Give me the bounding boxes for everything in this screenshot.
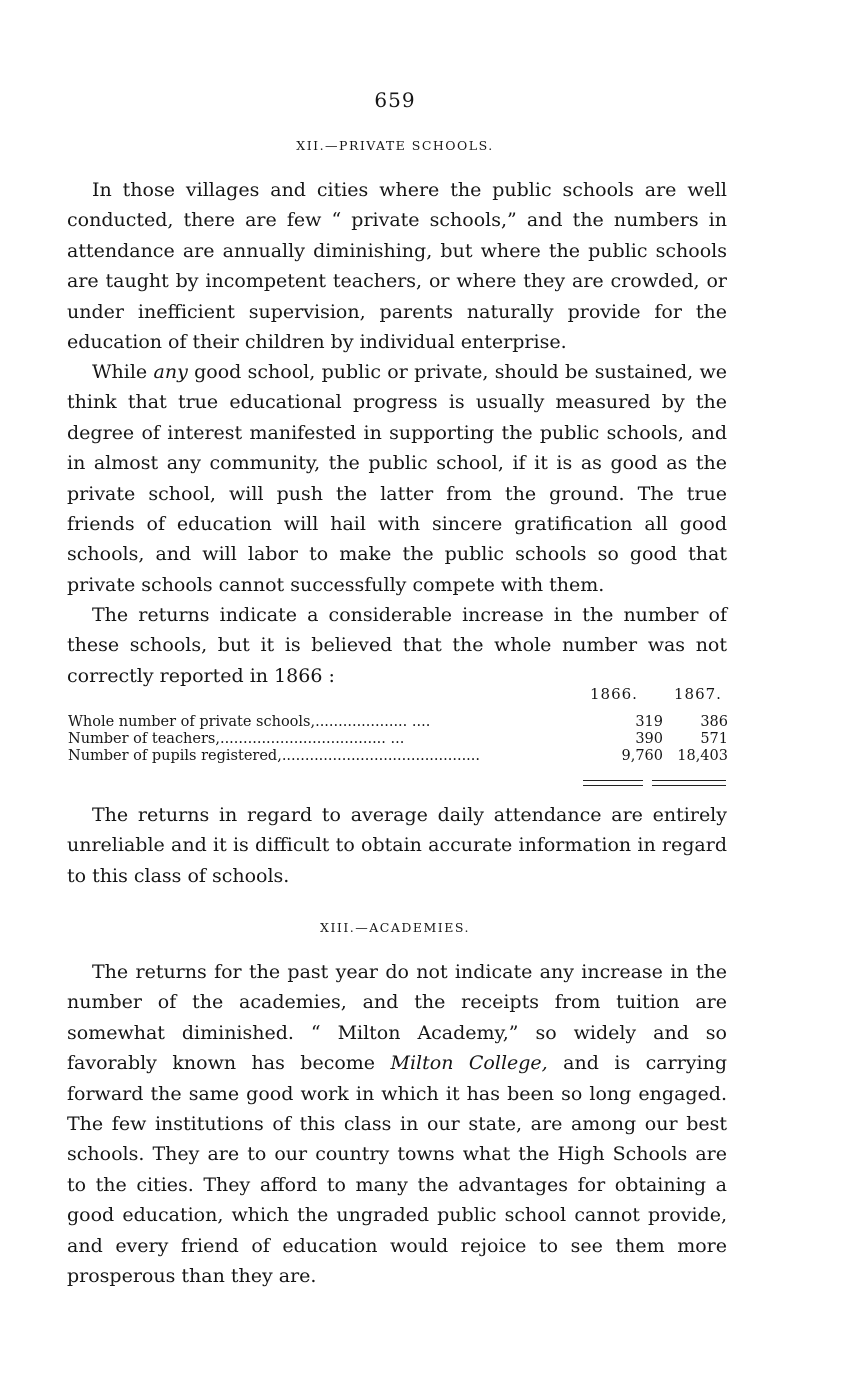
- value-1866: 319: [635, 714, 663, 730]
- value-1866: 390: [635, 731, 663, 747]
- row-label: Number of teachers,: [68, 731, 220, 747]
- total-rule-1867-lower: [652, 785, 726, 786]
- column-header-1867: 1867.: [674, 685, 722, 703]
- leader-dots: ...........................................: [281, 748, 481, 764]
- paragraph-attendance-unreliable: The returns in regard to average daily attendance are entirely unreliable and it is difficult to obtain accurate information in regard to this class of schools.: [67, 804, 727, 887]
- row-label: Number of pupils registered,: [68, 748, 282, 764]
- section-heading-private-schools: XII.—PRIVATE SCHOOLS.: [296, 138, 494, 153]
- total-rule-1866-lower: [583, 785, 643, 786]
- table-row: [68, 748, 728, 765]
- private-schools-statistics-table: [68, 684, 728, 765]
- value-1866: 9,760: [621, 748, 663, 764]
- paragraph-academies: The returns for the past year do not indicate any increase in the number of the academies, and the receipts from tuition are somewhat diminished. “ Milton Academy,” so widely and so favorably known has become Milton College, and is carrying forward the same good work in which it has been so long engaged. The few institutions of this class in our state, are among our best schools. They are to our country towns what the High Schools are to the cities. They afford to many the advantages for obtaining a good education, which the ungraded public school cannot provide, and every friend of education would rejoice to see them more prosperous than they are.: [67, 961, 727, 1288]
- table-row: [68, 714, 728, 731]
- paragraph-private-schools-returns: The returns indicate a considerable increase in the number of these schools, but it is believed that the whole number was not correctly reported in 1866 :: [67, 604, 727, 687]
- row-label: Whole number of private schools,: [68, 714, 316, 730]
- section-heading-academies: XIII.—ACADEMIES.: [320, 920, 470, 935]
- column-header-1866: 1866.: [590, 685, 638, 703]
- total-rule-1867-upper: [652, 780, 726, 781]
- page-number: 659: [374, 88, 416, 112]
- leader-dots: .................................... ...: [219, 731, 405, 747]
- emphasis-milton-college: Milton College,: [390, 1052, 548, 1075]
- emphasis-any: any: [153, 361, 188, 383]
- leader-dots: .................... ....: [315, 714, 431, 730]
- paragraph-private-schools-progress: While any good school, public or private, should be sustained, we think that true educational progress is usually measured by the degree of interest manifested in supporting the public schools, and in almost any community, the public school, if it is as good as the private school, will push the latter from the ground. The true friends of education will hail with sincere gratification all good schools, and will labor to make the public schools so good that private schools cannot successfully compete with them.: [67, 361, 728, 596]
- table-header-row: [68, 684, 728, 714]
- total-rule-1866-upper: [583, 780, 643, 781]
- paragraph-private-schools-intro: In those villages and cities where the public schools are well conducted, there are few “ private schools,” and the numbers in attendance are annually diminishing, but where the public schools are taught by incompetent teachers, or where they are crowded, or under inefficient supervision, parents naturally provide for the education of their children by individual enterprise.: [67, 179, 727, 354]
- value-1867: 571: [700, 731, 728, 747]
- value-1867: 18,403: [677, 748, 728, 764]
- value-1867: 386: [700, 714, 728, 730]
- table-row: [68, 731, 728, 748]
